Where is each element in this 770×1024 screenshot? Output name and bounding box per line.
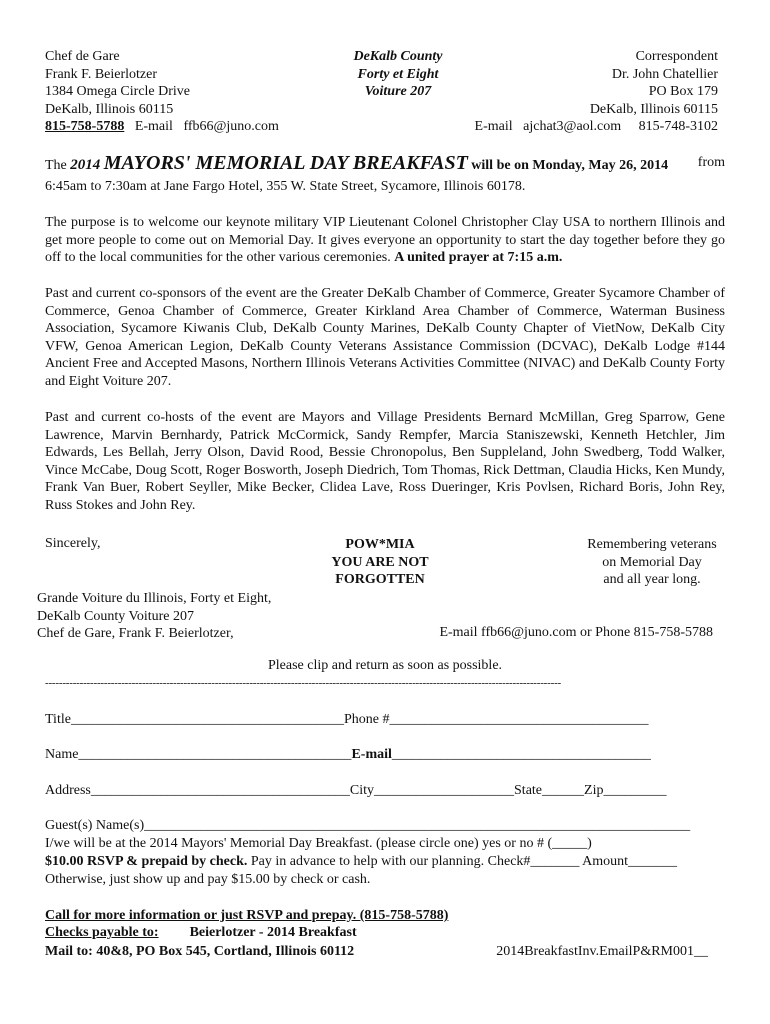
announce-from: from — [697, 155, 725, 170]
city-field[interactable]: City____________________ — [349, 783, 515, 798]
call-line[interactable]: Call for more information or just RSVP and prepay. (815-758-5788) — [45, 908, 449, 923]
purpose-prayer: A united prayer at 7:15 a.m. — [394, 250, 563, 265]
form-row-name — [45, 747, 715, 763]
right-title: Correspondent — [635, 49, 718, 64]
announce-when: will be on Monday, May 26, 2014 — [471, 158, 669, 173]
doc-id: 2014BreakfastInv.EmailP&RM001__ — [496, 944, 708, 959]
left-phone-link[interactable]: 815-758-5788 — [45, 119, 125, 134]
left-email[interactable]: ffb66@juno.com — [183, 119, 279, 134]
otherwise-line: Otherwise, just show up and pay $15.00 by check or cash. — [45, 872, 371, 887]
cohosts-paragraph: Past and current co-hosts of the event are Mayors and Village Presidents Bernard McMillan, Greg Sparrow, Gene Lawrence, Marvin Bernhardy, Patrick McCormick, Sandy Rempfer, Marcia Staniszewski, Kenneth Hetchler, Jim Edwards, Les Bellah, Jerry Olson, David Rood, Bessie Chronopolus, Ben Suppleland, John Swedberg, Todd Walker, Vince McCabe, Doug Scott, Roger Bosworth, Joseph Diedrich, Tom Thomas, Rick Dettman, Claudia Hicks, Ken Mundy, Frank Van Buer, Robert Seyller, Mike Becker, Clidea Lave, Ross Dueringer, Kris Povlsen, Richard Boris, John Rey, Russ Stokes and John Rey. — [45, 410, 725, 513]
rsvp-rest: Pay in advance to help with our planning. Check#_______ Amount_______ — [247, 854, 678, 869]
email-field[interactable]: _____________________________________ — [391, 747, 651, 762]
rem-line1: Remembering veterans — [587, 537, 717, 552]
sig-line1: Grande Voiture du Illinois, Forty et Eight, — [37, 591, 272, 606]
pow-mia-block — [300, 536, 460, 589]
attend-line: I/we will be at the 2014 Mayors' Memorial Day Breakfast. (please circle one) yes or no # (_____) — [45, 836, 592, 851]
form-row-address — [45, 783, 715, 799]
left-title: Chef de Gare — [45, 49, 120, 64]
rem-line2: on Memorial Day — [602, 554, 702, 570]
center-line1: DeKalb County — [353, 49, 443, 64]
left-name: Frank F. Beierlotzer — [45, 66, 158, 82]
signature-block — [37, 590, 271, 643]
announce-event: MAYORS' MEMORIAL DAY BREAKFAST — [103, 152, 468, 174]
closing-contact: E-mail ffb66@juno.com or Phone 815-758-5788 — [439, 625, 713, 640]
left-city: DeKalb, Illinois 60115 — [45, 101, 174, 117]
phone-field[interactable]: Phone #_____________________________________ — [343, 712, 649, 727]
rsvp-line — [45, 854, 715, 870]
right-phone: 815-748-3102 — [638, 119, 718, 134]
header-left — [45, 48, 279, 136]
sig-line2: DeKalb County Voiture 207 — [37, 608, 194, 624]
checks-value: Beierlotzer - 2014 Breakfast — [189, 925, 357, 940]
center-line2: Forty et Eight — [357, 66, 439, 82]
sincerely: Sincerely, — [45, 536, 101, 551]
announce-the: The — [45, 158, 67, 173]
address-field[interactable]: Address_____________________________________ — [45, 783, 350, 798]
name-field[interactable]: Name_______________________________________ — [45, 747, 352, 762]
purpose-text: The purpose is to welcome our keynote military VIP Lieutenant Colonel Christopher Clay USA to northern Illinois and get more people to come out on Memorial Day. It gives everyone an opportunity to start the day together before they go off to the local communities for the other various ceremonies. — [45, 215, 725, 265]
header-center — [330, 48, 466, 101]
right-email-label: E-mail — [474, 119, 513, 134]
checks-label: Checks payable to: — [45, 925, 159, 940]
pow-line3: FORGOTTEN — [335, 572, 425, 587]
header-right — [475, 48, 718, 136]
guests-field[interactable]: Guest(s) Name(s)______________________________________________________________________________ — [45, 818, 691, 833]
clip-divider: ----------------------------------------------------------------------------------------------------------------------------------------------------- — [45, 677, 562, 689]
pow-line1: POW*MIA — [345, 537, 415, 552]
remembering-block — [572, 536, 732, 589]
purpose-paragraph — [45, 214, 725, 267]
right-contact-line — [475, 118, 718, 136]
rem-line3: and all year long. — [603, 572, 701, 587]
form-row-title — [45, 712, 715, 728]
rsvp-bold: $10.00 RSVP & prepaid by check. — [45, 854, 248, 869]
right-box: PO Box 179 — [648, 84, 718, 99]
sponsors-paragraph: Past and current co-sponsors of the event are the Greater DeKalb Chamber of Commerce, Greater Sycamore Chamber of Commerce, Genoa Chamber of Commerce, Greater Kirkland Area Chamber of Commerce, Waterman Business Association, Sycamore Kiwanis Club, DeKalb County Marines, DeKalb County Chapter of VietNow, DeKalb City VFW, Genoa American Legion, DeKalb County Veterans Assistance Commission (DCVAC), DeKalb Lodge #144 Ancient Free and Accepted Masons, Northern Illinois Veterans Activities Committee (NIVAC) and DeKalb County Forty and Eight Voiture 207. — [45, 286, 725, 389]
title-field[interactable]: Title_______________________________________ — [45, 712, 344, 727]
right-name: Dr. John Chatellier — [611, 66, 718, 82]
checks-line — [45, 925, 357, 941]
mail-line: Mail to: 40&8, PO Box 545, Cortland, Illinois 60112 — [45, 944, 355, 959]
clip-note: Please clip and return as soon as possible. — [267, 658, 503, 673]
zip-field[interactable]: Zip_________ — [584, 783, 667, 798]
sig-line3: Chef de Gare, Frank F. Beierlotzer, — [37, 626, 234, 641]
left-contact-line — [45, 118, 279, 136]
announce-line2: 6:45am to 7:30am at Jane Fargo Hotel, 355 W. State Street, Sycamore, Illinois 60178. — [45, 179, 526, 194]
pow-line2: YOU ARE NOT — [331, 554, 429, 570]
email-field-label: E-mail — [351, 747, 392, 762]
left-street: 1384 Omega Circle Drive — [45, 84, 191, 99]
center-line3: Voiture 207 — [364, 84, 432, 99]
announcement — [45, 150, 725, 179]
announce-year: 2014 — [70, 157, 101, 173]
left-email-label: E-mail — [134, 119, 173, 134]
right-city: DeKalb, Illinois 60115 — [589, 101, 718, 117]
state-field[interactable]: State______ — [514, 783, 585, 798]
right-email[interactable]: ajchat3@aol.com — [523, 119, 622, 134]
